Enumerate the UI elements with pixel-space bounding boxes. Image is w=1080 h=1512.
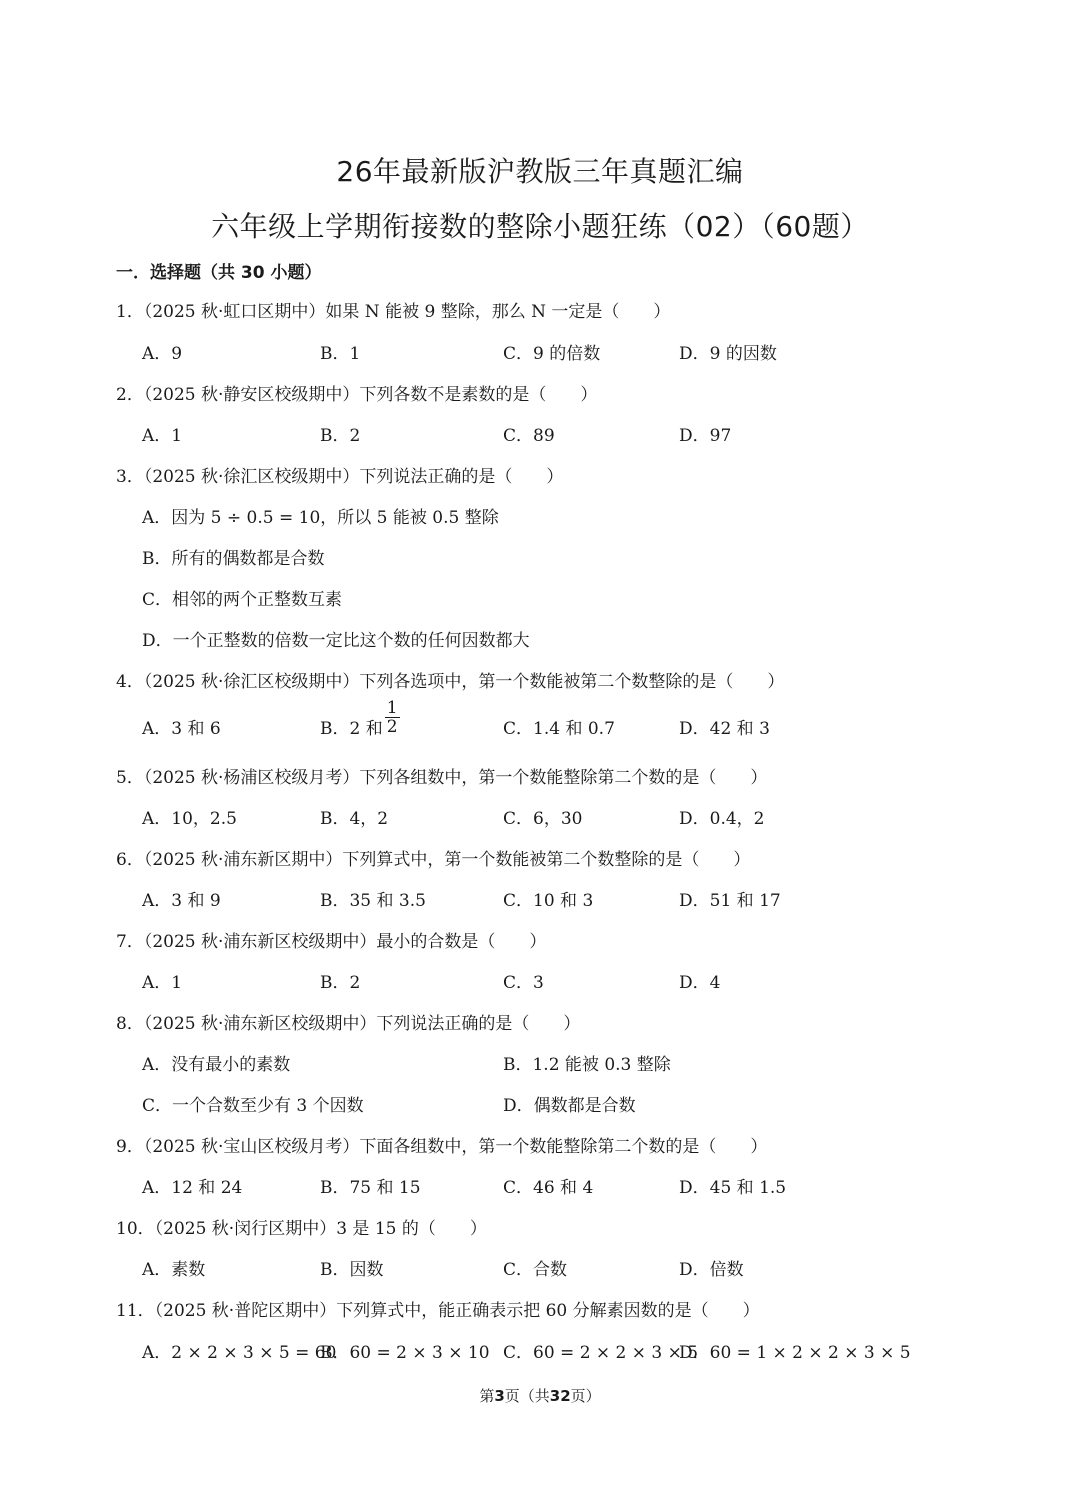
question-2-options	[0, 422, 1080, 450]
option-c: C．3	[503, 973, 544, 993]
question-stem: 1．（2025 秋·虹口区期中）如果 N 能被 9 整除，那么 N 一定是（ ）	[116, 302, 671, 322]
question-5-options	[0, 805, 1080, 833]
option-b: B．1.2 能被 0.3 整除	[503, 1055, 671, 1075]
option-d: D．4	[679, 973, 721, 993]
footer-prefix: 第	[479, 1387, 495, 1405]
footer-middle: 页（共	[504, 1387, 550, 1405]
question-stem: 11．（2025 秋·普陀区期中）下列算式中，能正确表示把 60 分解素因数的是（ ）	[116, 1301, 760, 1321]
option-d: D．一个正整数的倍数一定比这个数的任何因数都大	[142, 631, 530, 651]
option-a: A．2 × 2 × 3 × 5 = 60	[142, 1343, 337, 1363]
question-8-options-row2	[0, 1092, 1080, 1120]
page-title-line2: 六年级上学期衔接数的整除小题狂练（02）（60题）	[211, 210, 869, 243]
option-c: C．9 的倍数	[503, 344, 601, 364]
question-stem: 9．（2025 秋·宝山区校级月考）下面各组数中，第一个数能整除第二个数的是（ ）	[116, 1137, 768, 1157]
option-b: B．2	[320, 973, 361, 993]
total-pages: 32	[549, 1387, 571, 1405]
option-a: A．12 和 24	[142, 1178, 243, 1198]
question-stem: 3．（2025 秋·徐汇区校级期中）下列说法正确的是（ ）	[116, 467, 564, 487]
option-b: B．因数	[320, 1260, 384, 1280]
question-stem: 2．（2025 秋·静安区校级期中）下列各数不是素数的是（ ）	[116, 385, 598, 405]
option-b	[320, 698, 400, 743]
option-a: A．因为 5 ÷ 0.5 = 10，所以 5 能被 0.5 整除	[142, 508, 499, 528]
option-b: B．60 = 2 × 3 × 10	[320, 1343, 490, 1363]
option-a: A．3 和 9	[142, 891, 221, 911]
fraction	[385, 699, 400, 736]
question-stem: 4．（2025 秋·徐汇区校级期中）下列各选项中，第一个数能被第二个数整除的是（ ）	[116, 672, 785, 692]
option-c: C．相邻的两个正整数互素	[142, 590, 343, 610]
question-1	[0, 298, 1080, 326]
option-a: A．没有最小的素数	[142, 1055, 291, 1075]
question-3-option-d	[0, 627, 1080, 655]
fraction-denominator: 2	[386, 717, 398, 737]
option-c: C．46 和 4	[503, 1178, 594, 1198]
question-1-options	[0, 340, 1080, 368]
question-3-option-c	[0, 586, 1080, 614]
option-d: D．倍数	[679, 1260, 744, 1280]
option-d: D．偶数都是合数	[503, 1096, 636, 1116]
question-6	[0, 846, 1080, 874]
section-heading: 一．选择题（共 30 小题）	[116, 263, 322, 283]
question-6-options	[0, 887, 1080, 915]
option-d: D．51 和 17	[679, 891, 781, 911]
page-title-line1: 26年最新版沪教版三年真题汇编	[336, 155, 744, 188]
question-10	[0, 1215, 1080, 1243]
option-d: D．97	[679, 426, 732, 446]
option-d: D．0.4，2	[679, 809, 765, 829]
question-9	[0, 1133, 1080, 1161]
question-4-options	[0, 698, 1080, 743]
option-c: C．10 和 3	[503, 891, 594, 911]
current-page: 3	[494, 1387, 505, 1405]
option-a: A．1	[142, 973, 183, 993]
option-b: B．35 和 3.5	[320, 891, 426, 911]
option-c: C．1.4 和 0.7	[503, 719, 615, 739]
option-b: B．4，2	[320, 809, 389, 829]
option-b: B．2	[320, 426, 361, 446]
option-a: A．素数	[142, 1260, 206, 1280]
question-9-options	[0, 1174, 1080, 1202]
option-d: D．45 和 1.5	[679, 1178, 787, 1198]
question-stem: 6．（2025 秋·浦东新区期中）下列算式中，第一个数能被第二个数整除的是（ ）	[116, 850, 751, 870]
question-stem: 8．（2025 秋·浦东新区校级期中）下列说法正确的是（ ）	[116, 1014, 581, 1034]
question-5	[0, 764, 1080, 792]
question-10-options	[0, 1256, 1080, 1284]
page-footer	[0, 1385, 1080, 1406]
question-11	[0, 1297, 1080, 1325]
question-2	[0, 381, 1080, 409]
option-c: C．合数	[503, 1260, 568, 1280]
question-4	[0, 668, 1080, 696]
question-3	[0, 463, 1080, 491]
option-a: A．1	[142, 426, 183, 446]
option-a: A．3 和 6	[142, 719, 221, 739]
question-stem: 7．（2025 秋·浦东新区校级期中）最小的合数是（ ）	[116, 932, 547, 952]
option-c: C．6，30	[503, 809, 583, 829]
footer-suffix: 页）	[570, 1387, 601, 1405]
option-b: B．1	[320, 344, 361, 364]
question-3-option-a	[0, 504, 1080, 532]
option-d: D．42 和 3	[679, 719, 770, 739]
option-a: A．9	[142, 344, 183, 364]
question-3-option-b	[0, 545, 1080, 573]
option-d: D．9 的因数	[679, 344, 777, 364]
option-d: D．60 = 1 × 2 × 2 × 3 × 5	[679, 1343, 911, 1363]
question-stem: 5．（2025 秋·杨浦区校级月考）下列各组数中，第一个数能整除第二个数的是（ ）	[116, 768, 768, 788]
option-a: A．10，2.5	[142, 809, 237, 829]
question-8-options-row1	[0, 1051, 1080, 1079]
question-8	[0, 1010, 1080, 1038]
question-11-options	[0, 1339, 1080, 1367]
question-stem: 10．（2025 秋·闵行区期中）3 是 15 的（ ）	[116, 1219, 487, 1239]
question-7-options	[0, 969, 1080, 997]
option-b: B．所有的偶数都是合数	[142, 549, 325, 569]
option-b: B．75 和 15	[320, 1178, 421, 1198]
fraction-numerator: 1	[386, 698, 398, 718]
question-7	[0, 928, 1080, 956]
option-c: C．89	[503, 426, 555, 446]
option-b-text: B．2 和	[320, 719, 383, 739]
option-c: C．一个合数至少有 3 个因数	[142, 1096, 364, 1116]
option-c: C．60 = 2 × 2 × 3 × 5	[503, 1343, 699, 1363]
